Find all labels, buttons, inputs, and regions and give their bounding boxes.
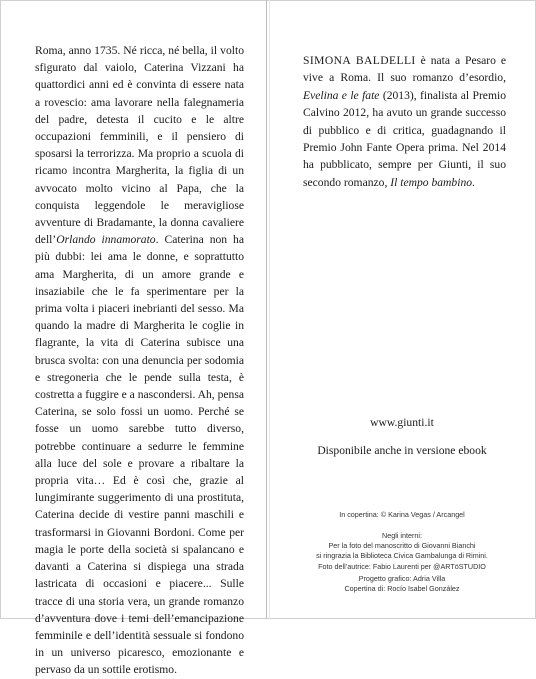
author-text: (2013), finalista al Premio Calvino 2012, ha avuto un grande successo di pubblico e di critica, guadagnando il Premio John Fante Opera prima. Nel 2014 ha pubblicato, sempre per Giunti, il suo secondo romanzo, <box>303 88 506 189</box>
author-name: SIMONA BALDELLI <box>303 54 416 67</box>
design-credits <box>270 574 534 594</box>
ebook-note: Disponibile anche in versione ebook <box>317 444 487 457</box>
flap-fold-shadow <box>269 0 270 619</box>
synopsis-run: Roma, anno 1735. Né ricca, né bella, il volto sfigurato dal vaiolo, Caterina Vizzani ha quattordici anni ed è convinta di essere nata a rovescio: ama lavorare nella falegnameria del padre, detesta il cucito e le altre occupazioni femminili, e il pensiero di sposarsi la terrorizza. Ma proprio a scuola di ricamo incontra Margherita, la figlia di un avvocato molto vicino al Papa, che la conquista leggendole le meravigliose avventure di Bradamante, la donna cavaliere dell’ <box>35 44 244 247</box>
credit-line: Per la foto del manoscritto di Giovanni Bianchi <box>328 541 476 551</box>
author-book-title: Il tempo bambino <box>390 175 473 189</box>
author-bio <box>303 52 506 191</box>
credit-line: In copertina: © Karina Vegas / Arcangel <box>339 510 465 519</box>
synopsis-book-title: Orlando innamorato <box>56 233 156 247</box>
author-book-title: Evelina e le fate <box>303 88 380 102</box>
synopsis-text <box>35 42 244 679</box>
credit-line: Negli interni: <box>382 531 422 540</box>
credit-line: Progetto grafico: Adria Villa <box>358 574 446 583</box>
author-paragraph <box>303 52 506 191</box>
publisher-website[interactable]: www.giunti.it <box>370 416 434 429</box>
author-text: è nata a Pesaro e vive a Roma. Il suo romanzo d’esordio, <box>303 54 506 85</box>
cover-credit <box>270 510 534 520</box>
credit-line: Foto dell’autrice: Fabio Laurenti per @ARTöSTUDIO <box>318 561 486 571</box>
author-text: . <box>472 175 475 189</box>
credit-line: Copertina di: Rocío Isabel González <box>344 584 460 594</box>
interior-credits <box>270 531 534 572</box>
synopsis-paragraph <box>35 42 244 679</box>
synopsis-run: . Caterina non ha più dubbi: lei ama le donne, e soprattutto ama Margherita, di un amore grande e insaziabile che le fa sperimentare per la prima volta i piaceri inebrianti del sesso. Ma quando la madre di Margherita le coglie in flagrante, la vita di Caterina subisce una brusca svolta: con una denuncia per sodomia e stregoneria che le pende sulla testa, è costretta a fuggire e a nascondersi. Ah, pensa Caterina, se solo fossi un uomo. Perché se fosse un uomo sarebbe tutto diverso, potrebbe continuare a sedurre le femmine alla luce del sole e provare a ribaltare la propria vita… Ed è così che, grazie al lungimirante suggerimento di una prostituta, Caterina decide di vestire panni maschili e trasformarsi in Giovanni Bordoni. Come per magia le porte della società si spalancano e davanti a Caterina si dispiega una strada lastricata di occasioni e piacere... Sulle tracce di una storia vera, un grande romanzo d’avventura dove i temi dell’emancipazione femminile e dell’identità sessuale si fondono in un universo picaresco, emozionante e pervaso da un sottile erotismo. <box>35 233 244 677</box>
flap-fold-line <box>266 0 267 619</box>
credit-line: si ringrazia la Biblioteca Civica Gambalunga di Rimini. <box>316 551 488 561</box>
